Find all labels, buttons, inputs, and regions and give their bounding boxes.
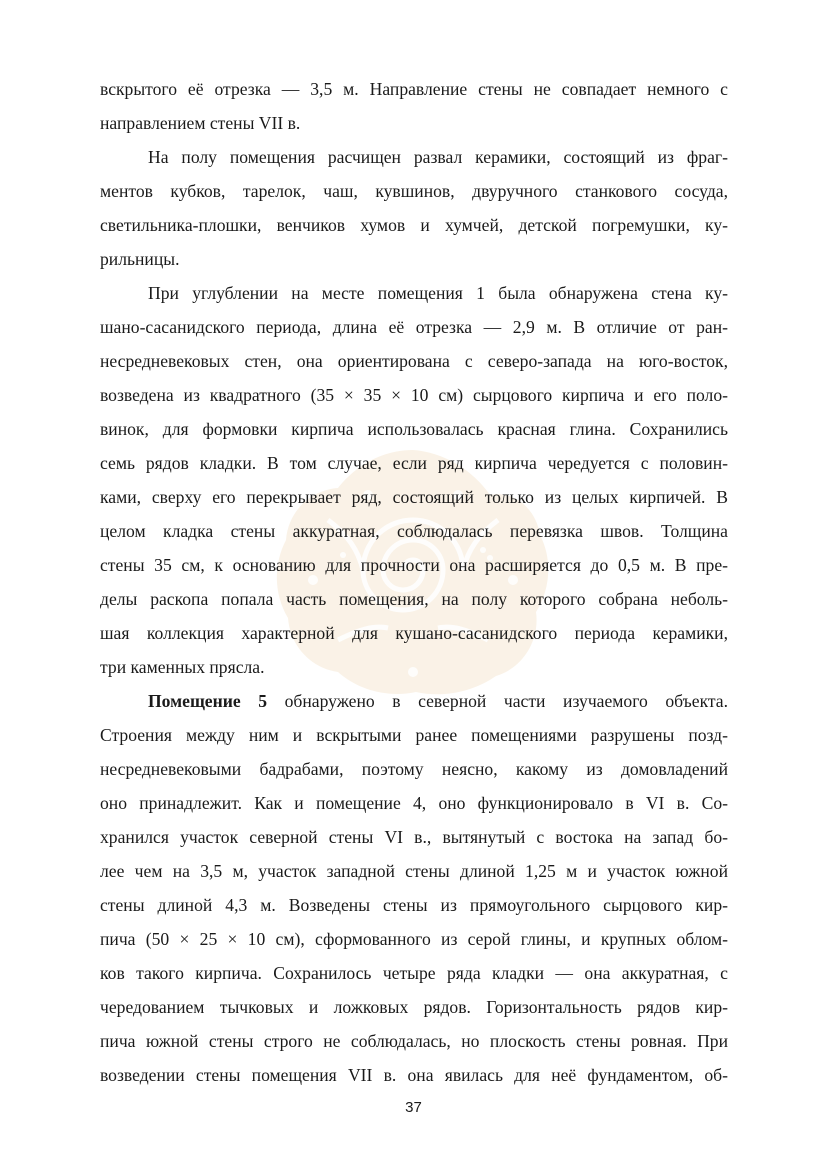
text-line: ков такого кирпича. Сохранилось четыре ряда кладки — она аккуратная, с (100, 963, 728, 983)
text-line: оно принадлежит. Как и помещение 4, оно функционировало в VI в. Со- (100, 793, 728, 813)
text-line: возведении стены помещения VII в. она явилась для неё фундаментом, об- (100, 1065, 728, 1085)
paragraph-2 (100, 140, 728, 276)
text-line-rest: обнаружено в северной части изучаемого объекта. (267, 691, 728, 711)
paragraph-1 (100, 72, 728, 140)
text-line: пича (50 × 25 × 10 см), сформованного из серой глины, и крупных облом- (100, 929, 728, 949)
text-line: лее чем на 3,5 м, участок западной стены длиной 1,25 м и участок южной (100, 861, 728, 881)
text-line: хранился участок северной стены VI в., вытянутый с востока на запад бо- (100, 827, 728, 847)
text-line: несредневековых стен, она ориентирована с северо-запада на юго-восток, (100, 351, 728, 371)
paragraph-3 (100, 276, 728, 684)
text-line: три каменных прясла. (100, 657, 265, 677)
body-text (100, 72, 728, 1092)
text-line: ками, сверху его перекрывает ряд, состоящий только из целых кирпичей. В (100, 487, 728, 507)
text-line: делы раскопа попала часть помещения, на полу которого собрана неболь- (100, 589, 728, 609)
text-line: При углублении на месте помещения 1 была обнаружена стена ку- (148, 283, 728, 303)
text-line: винок, для формовки кирпича использовалась красная глина. Сохранились (100, 419, 728, 439)
text-line: стены 35 см, к основанию для прочности она расширяется до 0,5 м. В пре- (100, 555, 728, 575)
text-line: вскрытого её отрезка — 3,5 м. Направление стены не совпадает немного с (100, 79, 728, 99)
text-line: шано-сасанидского периода, длина её отрезка — 2,9 м. В отличие от ран- (100, 317, 728, 337)
room-heading: Помещение 5 (148, 691, 268, 711)
text-line: пича южной стены строго не соблюдалась, но плоскость стены ровная. При (100, 1031, 728, 1051)
text-line: чередованием тычковых и ложковых рядов. Горизонтальность рядов кир- (100, 997, 728, 1017)
text-line: несредневековыми бадрабами, поэтому неясно, какому из домовладений (100, 759, 728, 779)
text-line-first (100, 684, 728, 718)
text-line: На полу помещения расчищен развал керамики, состоящий из фраг- (148, 147, 728, 167)
text-line: шая коллекция характерной для кушано-сасанидского периода керамики, (100, 623, 728, 643)
text-line: светильника-плошки, венчиков хумов и хумчей, детской погремушки, ку- (100, 215, 728, 235)
text-line: целом кладка стены аккуратная, соблюдалась перевязка швов. Толщина (100, 521, 728, 541)
text-line: рильницы. (100, 249, 180, 269)
text-line: возведена из квадратного (35 × 35 × 10 см) сырцового кирпича и его поло- (100, 385, 728, 405)
text-line: Строения между ним и вскрытыми ранее помещениями разрушены позд- (100, 725, 728, 745)
paragraph-4 (100, 684, 728, 1092)
text-line: ментов кубков, тарелок, чаш, кувшинов, двуручного станкового сосуда, (100, 181, 728, 201)
text-line: направлением стены VII в. (100, 113, 301, 133)
text-line: семь рядов кладки. В том случае, если ряд кирпича чередуется с половин- (100, 453, 728, 473)
text-line: стены длиной 4,3 м. Возведены стены из прямоугольного сырцового кир- (100, 895, 728, 915)
page-number: 37 (405, 1099, 422, 1116)
